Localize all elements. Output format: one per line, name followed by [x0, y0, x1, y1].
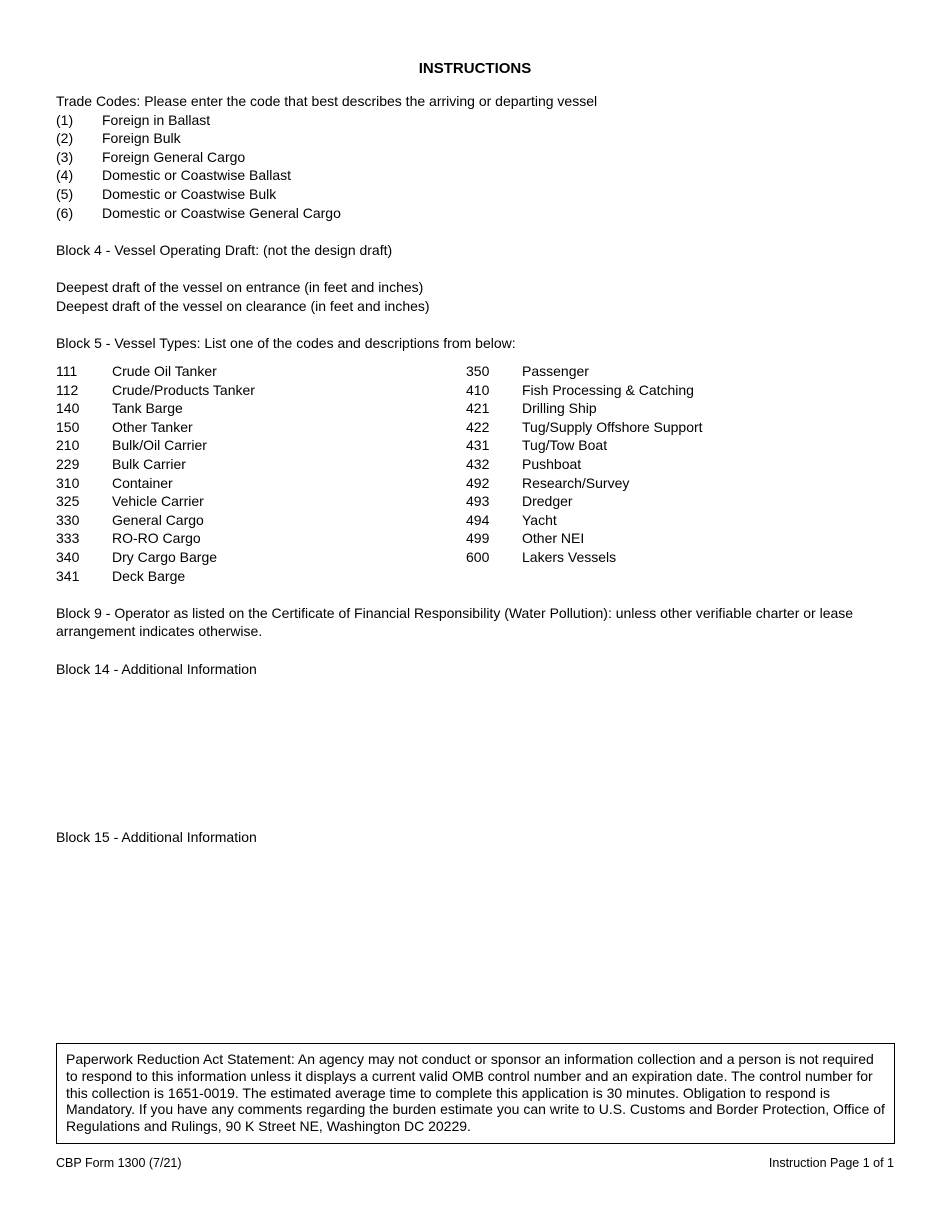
block14-heading: Block 14 - Additional Information: [56, 661, 257, 677]
vessel-type-label: Crude Oil Tanker: [112, 363, 217, 379]
vessel-type-code: 431: [466, 437, 490, 454]
trade-codes-intro: Trade Codes: Please enter the code that best describes the arriving or departing vessel: [56, 93, 598, 109]
vessel-type-code: 422: [466, 418, 490, 435]
trade-code-item: [56, 148, 896, 167]
vessel-type-code: 499: [466, 530, 490, 547]
vessel-type-code: 333: [56, 530, 80, 547]
trade-code-item: [56, 166, 896, 185]
vessel-type-code: 310: [56, 474, 80, 491]
vessel-type-row: [56, 492, 456, 511]
vessel-type-label: Research/Survey: [522, 474, 630, 491]
vessel-type-label: Crude/Products Tanker: [112, 381, 255, 398]
vessel-type-code: 140: [56, 400, 80, 417]
trade-code-label: Domestic or Coastwise Bulk: [102, 185, 277, 202]
trade-code-number: (2): [56, 130, 74, 147]
vessel-type-code: 340: [56, 548, 80, 565]
vessel-type-label: Bulk Carrier: [112, 455, 186, 472]
vessel-type-row: [56, 455, 456, 474]
trade-code-number: (1): [56, 111, 74, 128]
vessel-type-code: 210: [56, 437, 80, 454]
trade-code-item: [56, 204, 896, 223]
vessel-type-code: 341: [56, 567, 80, 584]
vessel-type-row: [466, 436, 886, 455]
vessel-type-row: [466, 455, 886, 474]
vessel-type-code: 150: [56, 418, 80, 435]
vessel-type-code: 111: [56, 363, 78, 379]
vessel-type-label: Yacht: [522, 511, 557, 528]
vessel-type-code: 492: [466, 474, 490, 491]
vessel-type-row: [56, 418, 456, 437]
vessel-types-left-column: [56, 362, 456, 585]
vessel-type-code: 600: [466, 548, 490, 565]
vessel-type-code: 350: [466, 363, 490, 379]
trade-code-label: Foreign General Cargo: [102, 148, 246, 165]
vessel-type-label: Dredger: [522, 493, 573, 510]
vessel-type-row: [56, 381, 456, 400]
vessel-type-row: [466, 529, 886, 548]
block4-clearance-line: Deepest draft of the vessel on clearance (in feet and inches): [56, 298, 430, 314]
block9-text: Block 9 - Operator as listed on the Certificate of Financial Responsibility (Water Pollution): unless other verifiable charter or lease arrangement indicates otherwise.: [56, 605, 854, 639]
vessel-type-row: [466, 511, 886, 530]
vessel-type-label: Vehicle Carrier: [112, 493, 204, 510]
vessel-type-label: Other NEI: [522, 530, 585, 547]
paperwork-reduction-notice: Paperwork Reduction Act Statement: An agency may not conduct or sponsor an information collection and a person is not required to respond to this information unless it displays a current valid OMB control number and an expiration date. The control number for this collection is 1651-0019. The estimated average time to complete this application is 30 minutes. Obligation to respond is Mandatory. If you have any comments regarding the burden estimate you can write to U.S. Customs and Border Protection, Office of Regulations and Rulings, 90 K Street NE, Washington DC 20229.: [56, 1043, 895, 1144]
vessel-type-code: 229: [56, 455, 80, 472]
vessel-type-row: [466, 474, 886, 493]
vessel-type-label: Drilling Ship: [522, 400, 597, 417]
block4-heading: Block 4 - Vessel Operating Draft: (not the design draft): [56, 242, 393, 258]
vessel-type-row: [56, 529, 456, 548]
block5-heading: Block 5 - Vessel Types: List one of the codes and descriptions from below:: [56, 335, 516, 351]
vessel-type-label: Bulk/Oil Carrier: [112, 437, 207, 454]
vessel-type-code: 421: [466, 400, 490, 417]
vessel-type-label: Tank Barge: [112, 400, 183, 417]
vessel-type-label: Tug/Supply Offshore Support: [522, 418, 703, 435]
vessel-type-row: [56, 474, 456, 493]
vessel-type-row: [466, 381, 886, 400]
trade-codes-section: [56, 92, 896, 222]
vessel-type-label: Dry Cargo Barge: [112, 548, 218, 565]
vessel-type-row: [56, 436, 456, 455]
page-number: Instruction Page 1 of 1: [768, 1156, 894, 1170]
vessel-type-label: Lakers Vessels: [522, 548, 617, 565]
page-title: INSTRUCTIONS: [418, 60, 532, 77]
vessel-type-row: [466, 418, 886, 437]
trade-code-item: [56, 111, 896, 130]
trade-code-number: (3): [56, 148, 74, 165]
vessel-type-row: [56, 362, 456, 381]
vessel-type-row: [56, 399, 456, 418]
trade-code-label: Domestic or Coastwise Ballast: [102, 167, 292, 184]
trade-code-item: [56, 129, 896, 148]
vessel-type-code: 325: [56, 493, 80, 510]
trade-code-label: Foreign in Ballast: [102, 111, 211, 128]
vessel-type-label: RO-RO Cargo: [112, 530, 201, 547]
block4-entrance-line: Deepest draft of the vessel on entrance (in feet and inches): [56, 279, 424, 295]
vessel-type-row: [466, 399, 886, 418]
vessel-type-row: [466, 492, 886, 511]
vessel-type-code: 493: [466, 493, 490, 510]
vessel-type-label: Fish Processing & Catching: [522, 381, 694, 398]
vessel-type-row: [56, 548, 456, 567]
trade-code-number: (5): [56, 185, 74, 202]
vessel-type-label: Other Tanker: [112, 418, 193, 435]
vessel-type-code: 410: [466, 381, 490, 398]
vessel-types-right-column: [466, 362, 886, 567]
vessel-type-row: [56, 567, 456, 586]
trade-code-item: [56, 185, 896, 204]
vessel-type-label: Tug/Tow Boat: [522, 437, 608, 454]
vessel-type-row: [466, 548, 886, 567]
vessel-type-row: [56, 511, 456, 530]
vessel-type-code: 432: [466, 455, 490, 472]
vessel-type-code: 494: [466, 511, 490, 528]
vessel-type-label: Deck Barge: [112, 567, 186, 584]
vessel-type-label: Container: [112, 474, 173, 491]
vessel-type-label: Pushboat: [522, 455, 582, 472]
vessel-type-label: Passenger: [522, 363, 589, 379]
trade-code-label: Foreign Bulk: [102, 130, 181, 147]
block15-heading: Block 15 - Additional Information: [56, 829, 257, 845]
vessel-type-code: 330: [56, 511, 80, 528]
trade-code-label: Domestic or Coastwise General Cargo: [102, 204, 341, 221]
form-number: CBP Form 1300 (7/21): [56, 1156, 182, 1170]
vessel-type-label: General Cargo: [112, 511, 204, 528]
trade-code-number: (6): [56, 204, 74, 221]
vessel-type-row: [466, 362, 886, 381]
vessel-type-code: 112: [56, 381, 79, 398]
trade-code-number: (4): [56, 167, 74, 184]
